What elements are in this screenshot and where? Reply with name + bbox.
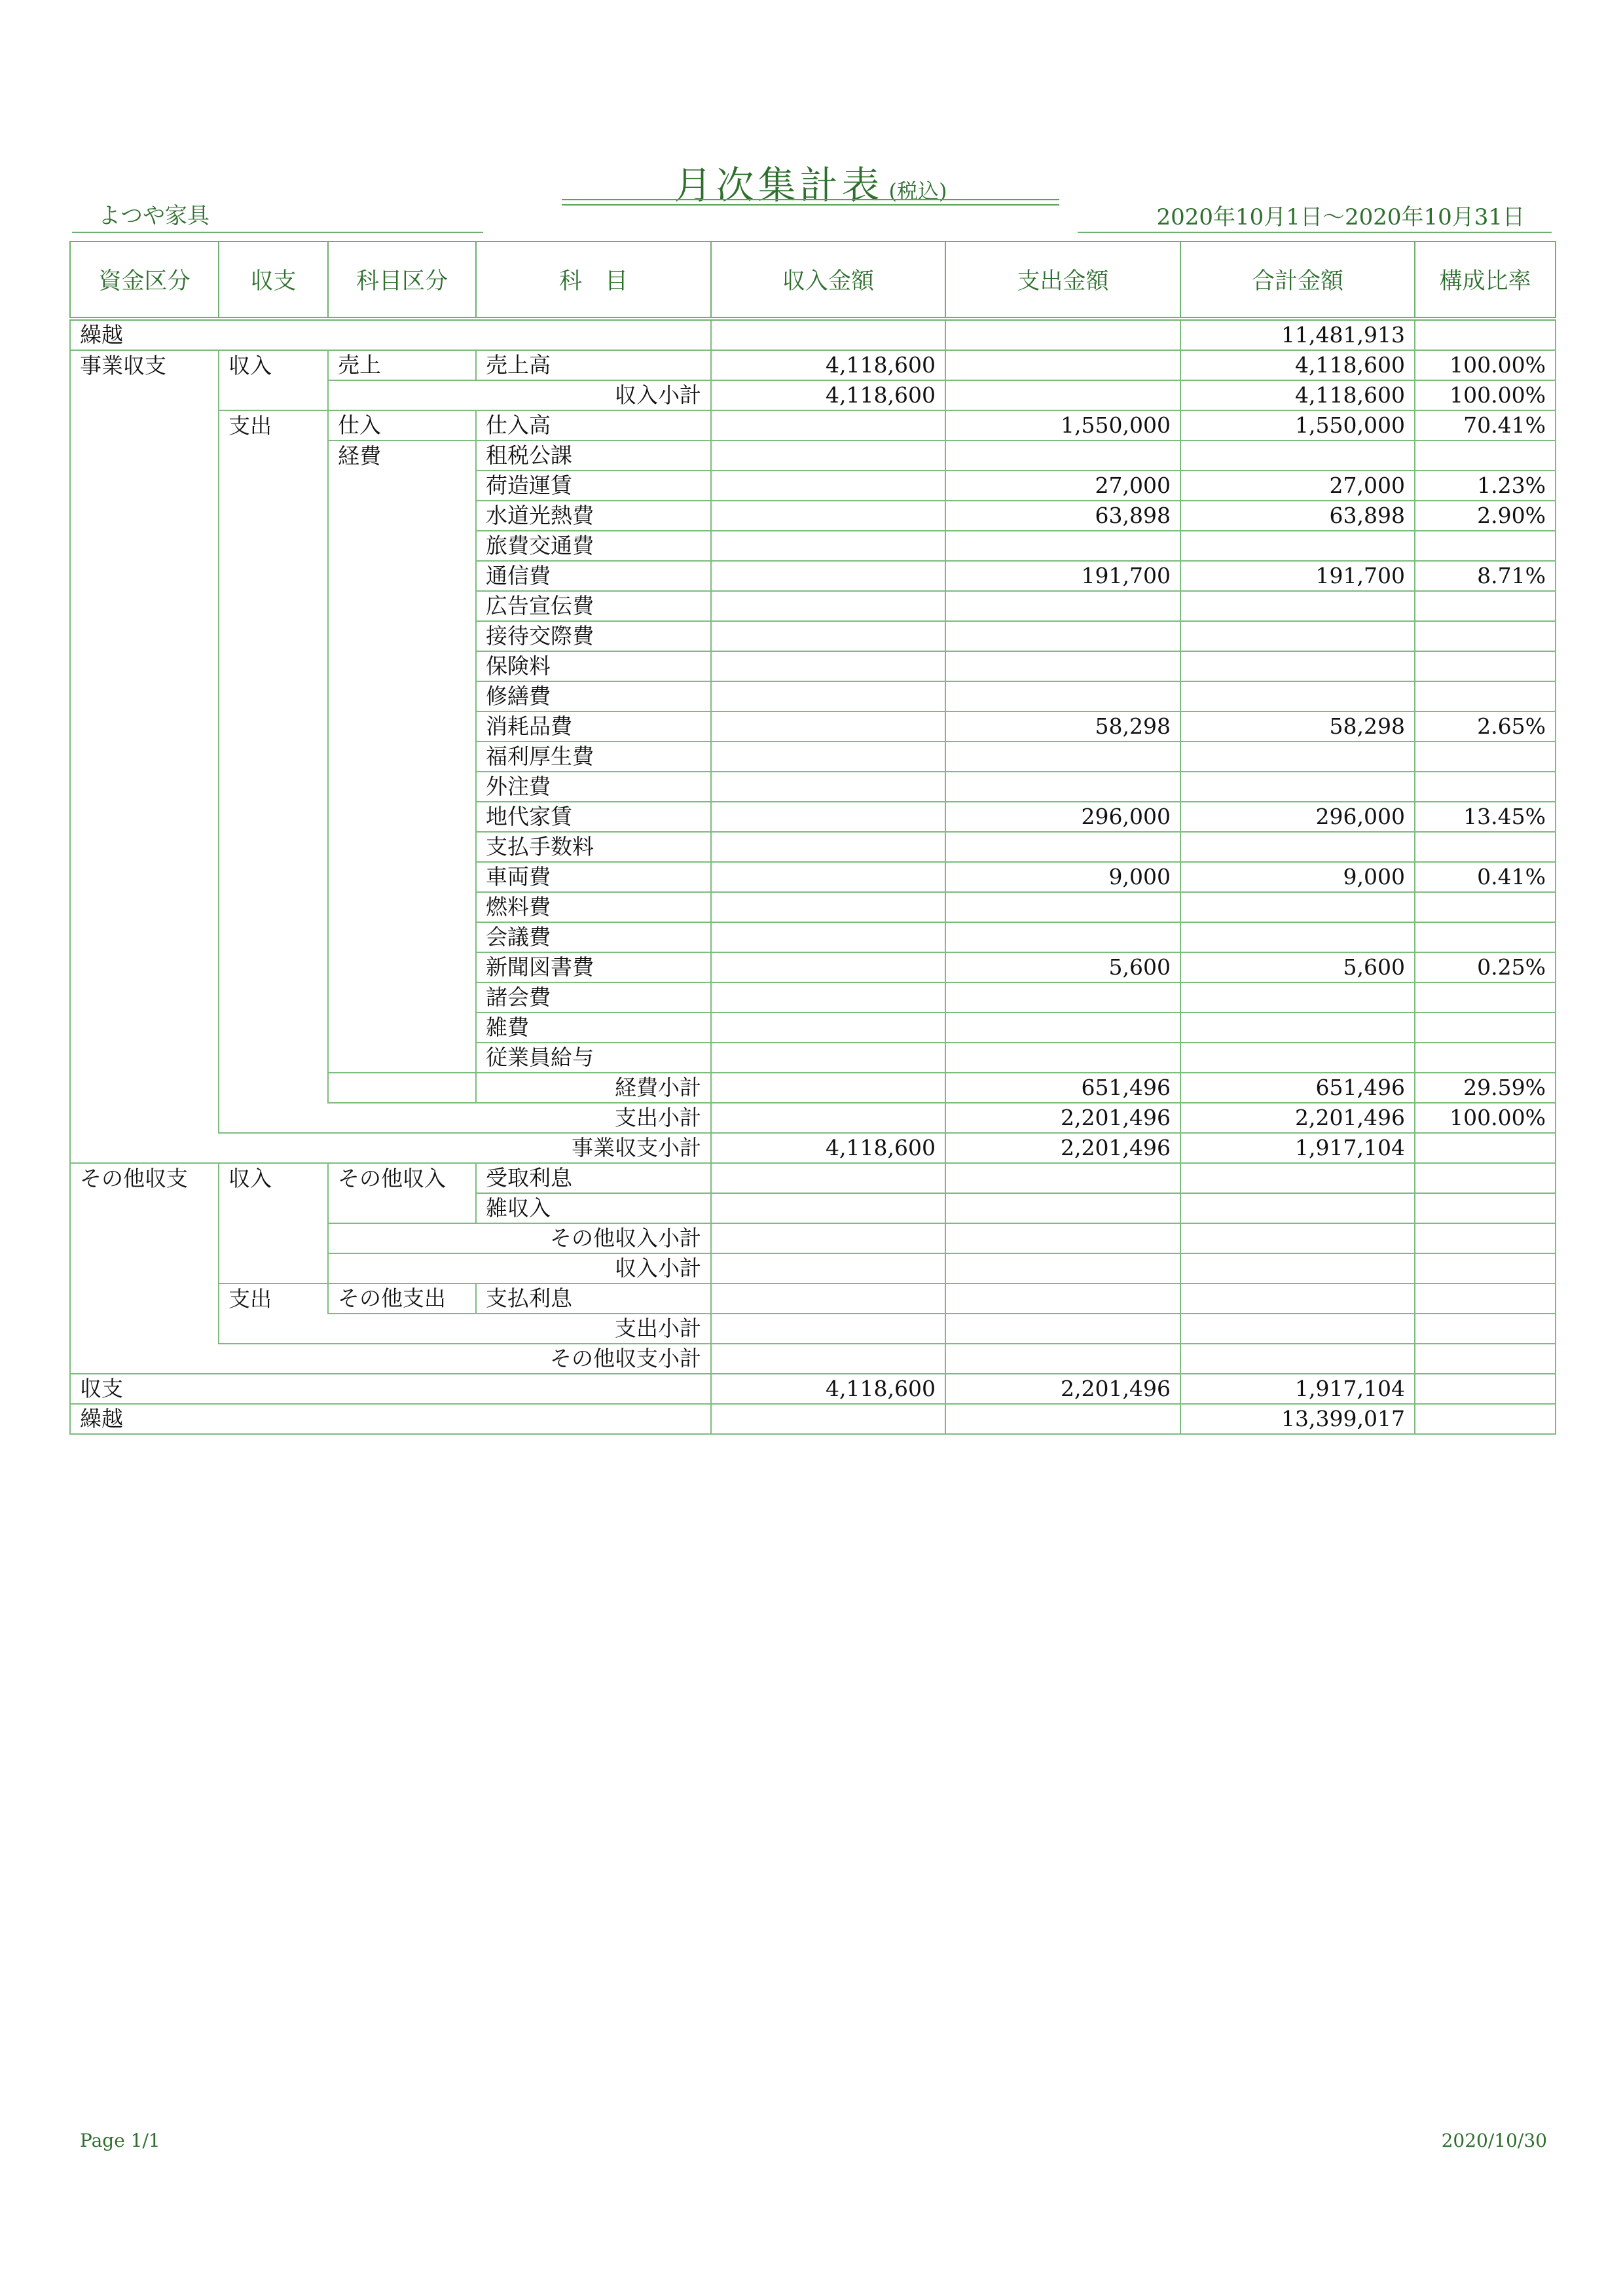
- expense-ratio: 13.45%: [1415, 802, 1556, 832]
- cost-subtotal-ratio: 29.59%: [1415, 1073, 1556, 1103]
- expense-total: [1180, 832, 1415, 862]
- other-expense-subtotal-label: 支出小計: [219, 1314, 711, 1344]
- sales-income: 4,118,600: [711, 350, 945, 380]
- category-purchase: 仕入: [328, 410, 476, 440]
- expense-total: [1180, 681, 1415, 711]
- carry-out-label: 繰越: [70, 1404, 711, 1434]
- expense-ratio: 0.41%: [1415, 862, 1556, 892]
- business-subtotal-total: 1,917,104: [1180, 1133, 1415, 1163]
- expense-row: [70, 561, 1556, 591]
- company-name: よつや家具: [98, 203, 210, 229]
- balance-total: 1,917,104: [1180, 1374, 1415, 1404]
- print-date: 2020/10/30: [1441, 2130, 1547, 2151]
- expense-account: 保険料: [476, 651, 711, 681]
- col-ratio: 構成比率: [1415, 242, 1556, 319]
- business-subtotal-row: [70, 1133, 1556, 1163]
- other-income-total-row: [70, 1253, 1556, 1283]
- other-inout-income: 収入: [219, 1163, 328, 1193]
- account-misc-income: 雑収入: [476, 1193, 711, 1223]
- expense-total: [1180, 531, 1415, 561]
- report-title: [562, 154, 1059, 207]
- expense-amount: [945, 742, 1180, 772]
- expense-account: 修繕費: [476, 681, 711, 711]
- expense-account: 諸会費: [476, 982, 711, 1013]
- expense-ratio: [1415, 681, 1556, 711]
- expense-account: 地代家賃: [476, 802, 711, 832]
- category-sales: 売上: [328, 350, 476, 380]
- expense-account: 消耗品費: [476, 711, 711, 742]
- title-underline-2: [562, 204, 1059, 206]
- expense-ratio: [1415, 440, 1556, 471]
- expense-account: 福利厚生費: [476, 742, 711, 772]
- expense-ratio: 2.65%: [1415, 711, 1556, 742]
- other-subtotal-label: その他収支小計: [70, 1344, 711, 1374]
- expense-row: [70, 832, 1556, 862]
- expense-account: 租税公課: [476, 440, 711, 471]
- expense-subtotal-row: [70, 1103, 1556, 1133]
- sales-total: 4,118,600: [1180, 350, 1415, 380]
- expense-total: 58,298: [1180, 711, 1415, 742]
- expense-total: [1180, 772, 1415, 802]
- account-interest-paid: 支払利息: [476, 1283, 711, 1314]
- expense-row: [70, 651, 1556, 681]
- col-fund-class: 資金区分: [70, 242, 219, 319]
- expense-amount: [945, 681, 1180, 711]
- title-text: 月次集計表: [674, 163, 884, 207]
- expense-amount: [945, 440, 1180, 471]
- expense-amount: [945, 922, 1180, 952]
- expense-amount: 9,000: [945, 862, 1180, 892]
- expense-ratio: [1415, 772, 1556, 802]
- other-inout-expense: 支出: [219, 1283, 328, 1314]
- sales-ratio: 100.00%: [1415, 350, 1556, 380]
- expense-total: [1180, 742, 1415, 772]
- other-income-row-2: [70, 1193, 1556, 1223]
- carry-in-row: [70, 319, 1556, 350]
- expense-total: 63,898: [1180, 501, 1415, 531]
- income-subtotal-label: 収入小計: [328, 380, 711, 410]
- expense-account: 燃料費: [476, 892, 711, 922]
- expense-account: 旅費交通費: [476, 531, 711, 561]
- expense-account: 会議費: [476, 922, 711, 952]
- expense-amount: 191,700: [945, 561, 1180, 591]
- expense-amount: [945, 591, 1180, 621]
- summary-table: [69, 241, 1556, 1435]
- carry-out-row: [70, 1404, 1556, 1434]
- cost-subtotal-total: 651,496: [1180, 1073, 1415, 1103]
- expense-amount: 63,898: [945, 501, 1180, 531]
- fund-class-other: その他収支: [70, 1163, 219, 1193]
- cost-subtotal-row: [70, 1073, 1556, 1103]
- expense-ratio: [1415, 621, 1556, 651]
- expense-total: 296,000: [1180, 802, 1415, 832]
- expense-row: [70, 742, 1556, 772]
- purchase-ratio: 70.41%: [1415, 410, 1556, 440]
- expense-account: 接待交際費: [476, 621, 711, 651]
- expense-account: 支払手数料: [476, 832, 711, 862]
- col-category: 科目区分: [328, 242, 476, 319]
- header-row: [70, 242, 1556, 319]
- expense-subtotal-label: 支出小計: [219, 1103, 711, 1133]
- expense-ratio: [1415, 742, 1556, 772]
- purchase-row: [70, 410, 1556, 440]
- cost-subtotal-label: 経費小計: [476, 1073, 711, 1103]
- expense-amount: [945, 832, 1180, 862]
- expense-ratio: 8.71%: [1415, 561, 1556, 591]
- expense-row: [70, 952, 1556, 982]
- account-interest-received: 受取利息: [476, 1163, 711, 1193]
- expense-total: [1180, 621, 1415, 651]
- expense-total: [1180, 591, 1415, 621]
- inout-expense: 支出: [219, 410, 328, 440]
- purchase-expense: 1,550,000: [945, 410, 1180, 440]
- expense-amount: [945, 531, 1180, 561]
- category-other-expense: その他支出: [328, 1283, 476, 1314]
- expense-account: 外注費: [476, 772, 711, 802]
- income-subtotal-income: 4,118,600: [711, 380, 945, 410]
- expense-row: [70, 862, 1556, 892]
- expense-amount: [945, 772, 1180, 802]
- income-subtotal-ratio: 100.00%: [1415, 380, 1556, 410]
- expense-row: [70, 501, 1556, 531]
- expense-total: [1180, 651, 1415, 681]
- expense-amount: [945, 892, 1180, 922]
- carry-out-total: 13,399,017: [1180, 1404, 1415, 1434]
- expense-subtotal-total: 2,201,496: [1180, 1103, 1415, 1133]
- expense-total: 27,000: [1180, 471, 1415, 501]
- expense-ratio: 0.25%: [1415, 952, 1556, 982]
- expense-row: [70, 440, 1556, 471]
- expense-amount: [945, 982, 1180, 1013]
- expense-amount: [945, 621, 1180, 651]
- expense-total: [1180, 892, 1415, 922]
- expense-amount: 5,600: [945, 952, 1180, 982]
- expense-account: 通信費: [476, 561, 711, 591]
- expense-row: [70, 591, 1556, 621]
- expense-row: [70, 772, 1556, 802]
- expense-amount: 58,298: [945, 711, 1180, 742]
- expense-total: [1180, 440, 1415, 471]
- expense-account: 水道光熱費: [476, 501, 711, 531]
- income-subtotal-row: [70, 380, 1556, 410]
- expense-row: [70, 922, 1556, 952]
- page-number: Page 1/1: [80, 2130, 160, 2151]
- balance-income: 4,118,600: [711, 1374, 945, 1404]
- expense-row: [70, 802, 1556, 832]
- fund-class-business: 事業収支: [70, 350, 219, 380]
- col-account: 科 目: [476, 242, 711, 319]
- expense-account: 雑費: [476, 1013, 711, 1043]
- expense-total: [1180, 1043, 1415, 1073]
- carry-in-total: 11,481,913: [1180, 319, 1415, 350]
- company-underline: [72, 232, 483, 233]
- expense-row: [70, 1043, 1556, 1073]
- purchase-total: 1,550,000: [1180, 410, 1415, 440]
- other-income-total-label: 収入小計: [328, 1253, 711, 1283]
- expense-total: 9,000: [1180, 862, 1415, 892]
- expense-ratio: [1415, 832, 1556, 862]
- expense-ratio: [1415, 591, 1556, 621]
- expense-ratio: 1.23%: [1415, 471, 1556, 501]
- expense-total: [1180, 982, 1415, 1013]
- expense-row: [70, 531, 1556, 561]
- sales-row: [70, 350, 1556, 380]
- expense-amount: [945, 1043, 1180, 1073]
- other-income-row-1: [70, 1163, 1556, 1193]
- expense-row: [70, 471, 1556, 501]
- expense-ratio: [1415, 982, 1556, 1013]
- expense-ratio: [1415, 651, 1556, 681]
- report-period: 2020年10月1日～2020年10月31日: [1156, 204, 1525, 230]
- other-income-subtotal-row: [70, 1223, 1556, 1253]
- income-subtotal-total: 4,118,600: [1180, 380, 1415, 410]
- account-sales: 売上高: [476, 350, 711, 380]
- expense-row: [70, 982, 1556, 1013]
- account-purchase: 仕入高: [476, 410, 711, 440]
- expense-amount: 296,000: [945, 802, 1180, 832]
- col-inout: 収支: [219, 242, 328, 319]
- expense-ratio: 2.90%: [1415, 501, 1556, 531]
- expense-row: [70, 892, 1556, 922]
- expense-account: 車両費: [476, 862, 711, 892]
- expense-row: [70, 621, 1556, 651]
- business-subtotal-income: 4,118,600: [711, 1133, 945, 1163]
- title-note: (税込): [888, 179, 947, 204]
- expense-subtotal-expense: 2,201,496: [945, 1103, 1180, 1133]
- expense-account: 従業員給与: [476, 1043, 711, 1073]
- expense-ratio: [1415, 892, 1556, 922]
- expense-amount: [945, 651, 1180, 681]
- expense-total: [1180, 1013, 1415, 1043]
- expense-total: [1180, 922, 1415, 952]
- col-expense: 支出金額: [945, 242, 1180, 319]
- category-other-income: その他収入: [328, 1163, 476, 1193]
- period-underline: [1078, 232, 1552, 233]
- expense-ratio: [1415, 1043, 1556, 1073]
- title-underline: [562, 199, 1059, 200]
- balance-label: 収支: [70, 1374, 711, 1404]
- business-subtotal-expense: 2,201,496: [945, 1133, 1180, 1163]
- other-subtotal-row: [70, 1344, 1556, 1374]
- business-subtotal-label: 事業収支小計: [70, 1133, 711, 1163]
- expense-amount: [945, 1013, 1180, 1043]
- balance-expense: 2,201,496: [945, 1374, 1180, 1404]
- other-expense-subtotal-row: [70, 1314, 1556, 1344]
- expense-row: [70, 681, 1556, 711]
- expense-ratio: [1415, 531, 1556, 561]
- expense-amount: 27,000: [945, 471, 1180, 501]
- expense-ratio: [1415, 922, 1556, 952]
- inout-income: 収入: [219, 350, 328, 380]
- expense-total: 5,600: [1180, 952, 1415, 982]
- expense-total: 191,700: [1180, 561, 1415, 591]
- other-expense-row: [70, 1283, 1556, 1314]
- expense-row: [70, 1013, 1556, 1043]
- other-income-subtotal-label: その他収入小計: [328, 1223, 711, 1253]
- category-expenses: 経費: [328, 440, 476, 471]
- col-total: 合計金額: [1180, 242, 1415, 319]
- expense-account: 新聞図書費: [476, 952, 711, 982]
- cost-subtotal-expense: 651,496: [945, 1073, 1180, 1103]
- expense-account: 荷造運賃: [476, 471, 711, 501]
- expense-account: 広告宣伝費: [476, 591, 711, 621]
- col-income: 収入金額: [711, 242, 945, 319]
- expense-row: [70, 711, 1556, 742]
- table-body: [70, 319, 1556, 1434]
- balance-row: [70, 1374, 1556, 1404]
- carry-in-label: 繰越: [70, 319, 711, 350]
- expense-ratio: [1415, 1013, 1556, 1043]
- expense-subtotal-ratio: 100.00%: [1415, 1103, 1556, 1133]
